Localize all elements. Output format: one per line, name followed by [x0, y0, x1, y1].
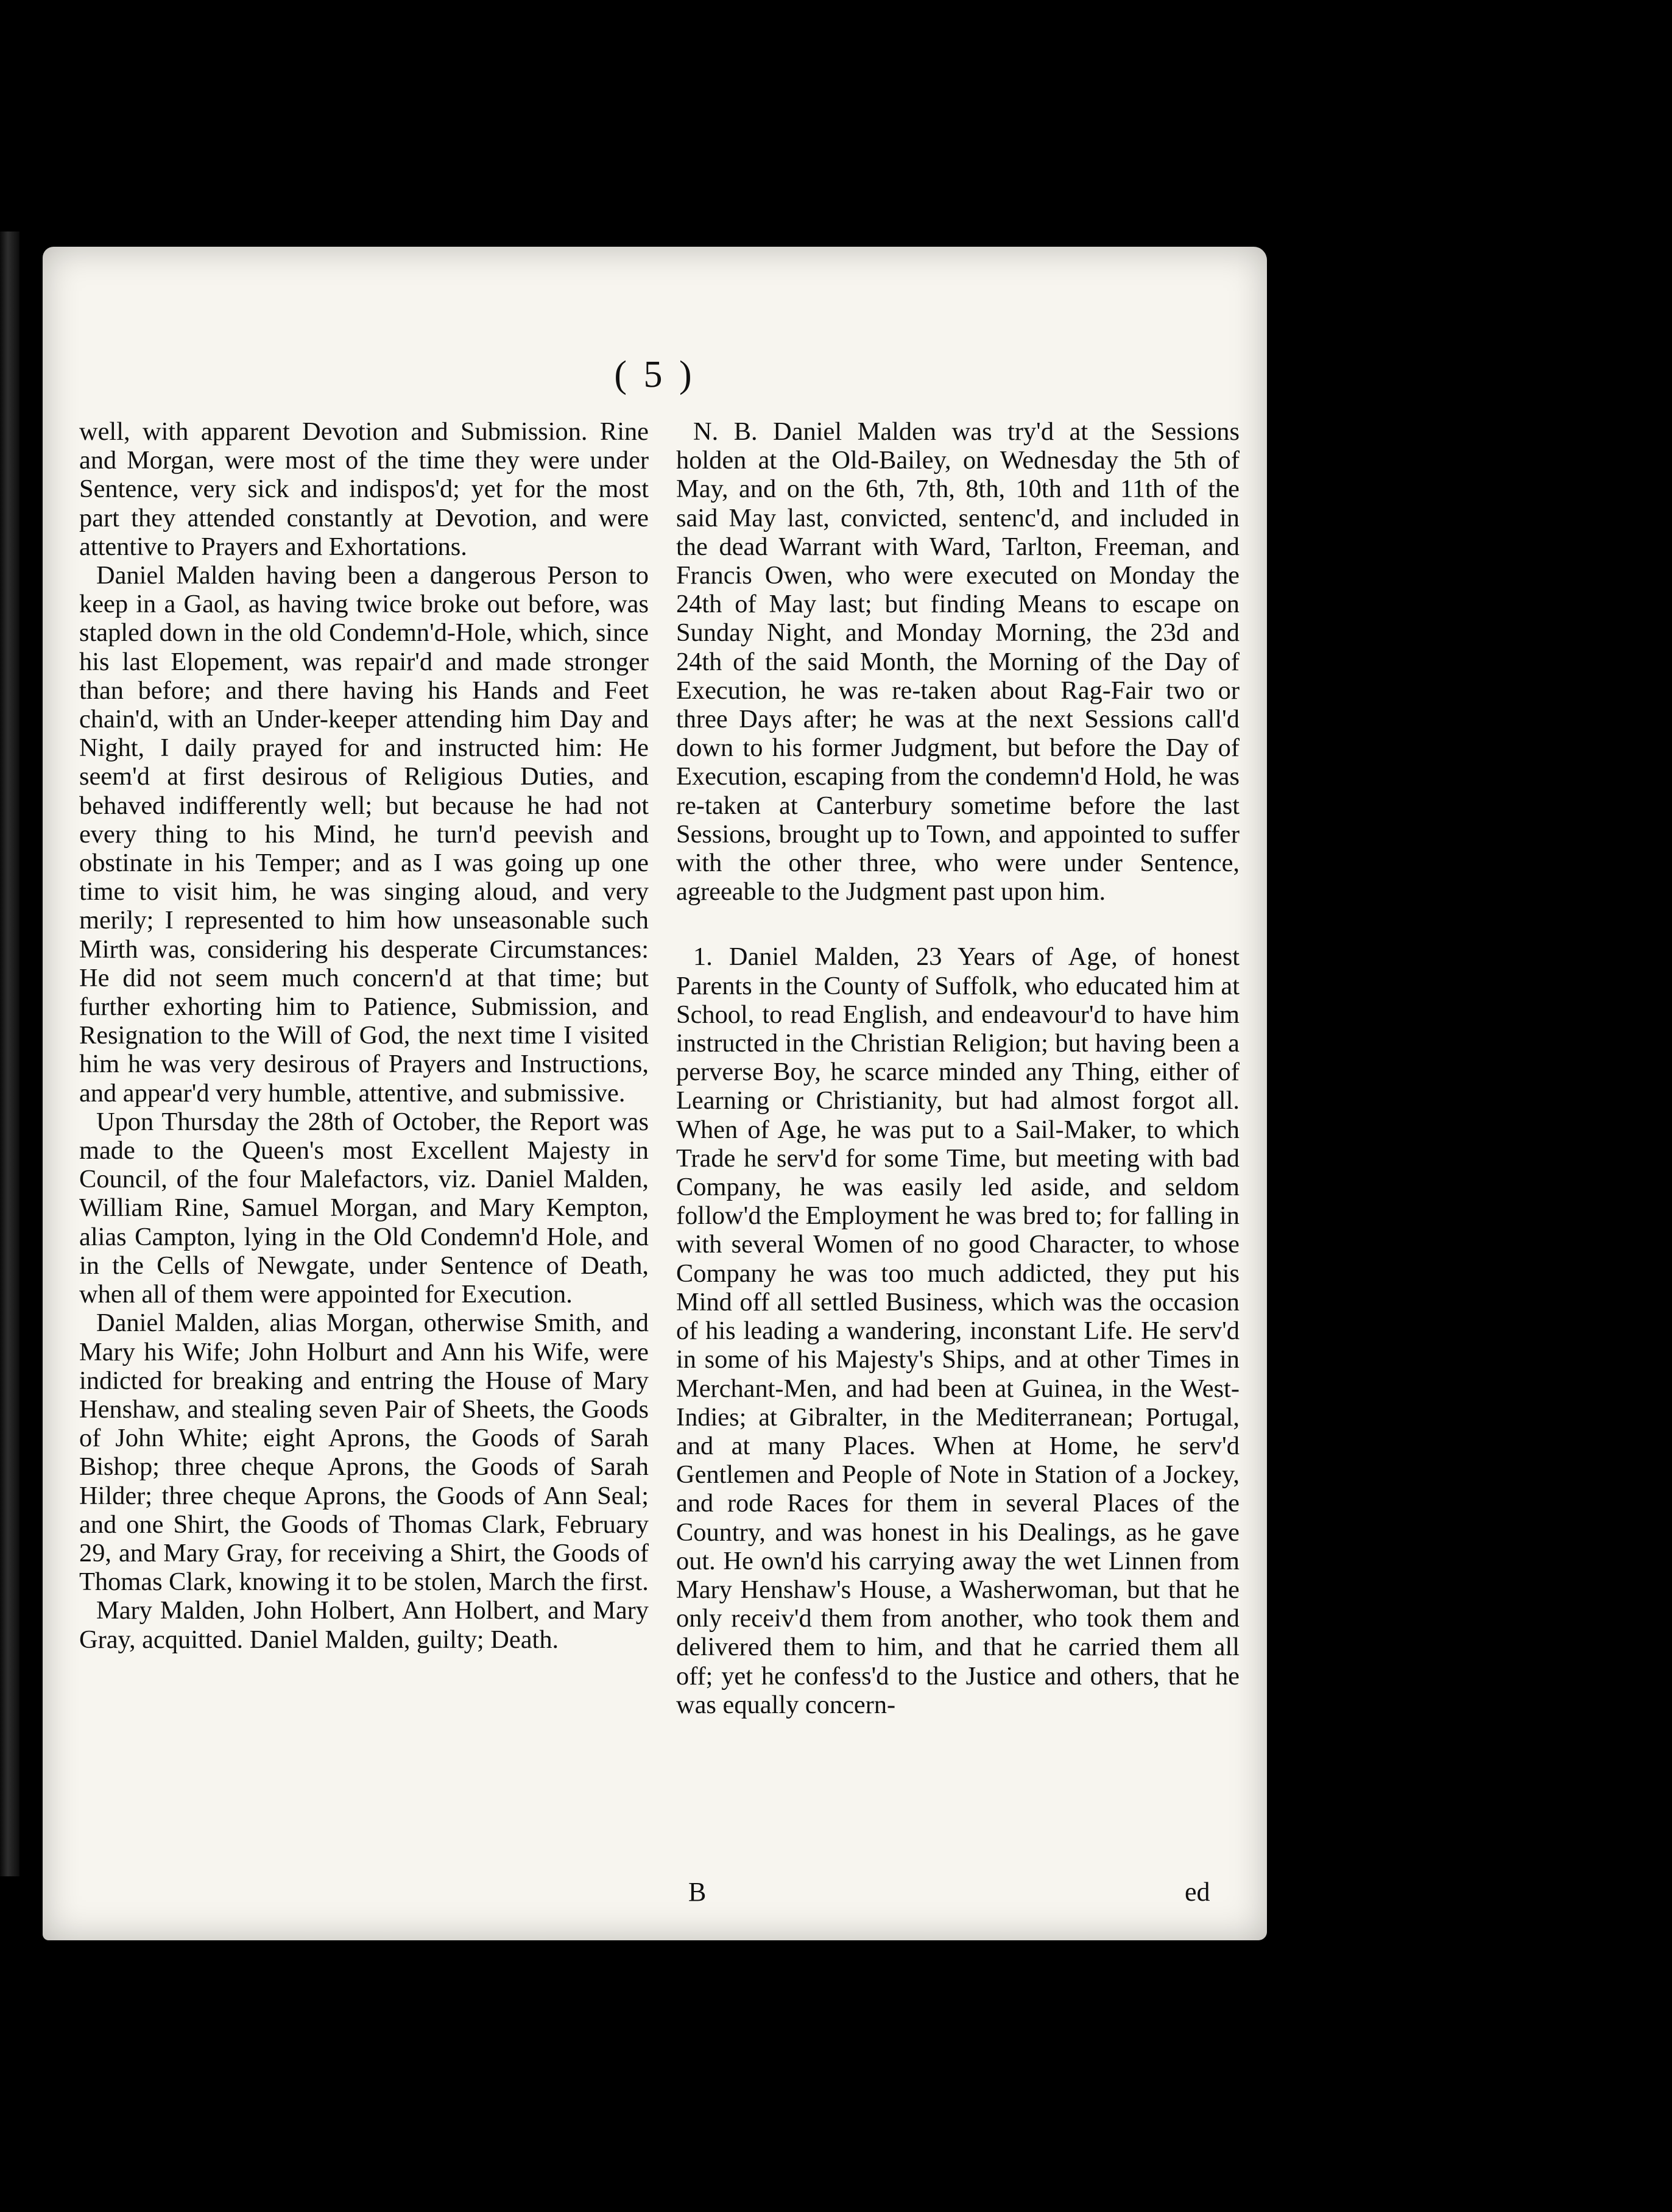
signature-mark: B [688, 1877, 707, 1907]
page-number: ( 5 ) [614, 354, 696, 395]
left-paragraph-1: well, with apparent Devotion and Submission. Rine and Morgan, were most of the time they were under Sentence, very sick and indispos'd; yet for the most part they attended constantly at Devotion, and were attentive to Prayers and Exhortations. [79, 417, 649, 561]
right-paragraph-2: 1. Daniel Malden, 23 Years of Age, of honest Parents in the County of Suffolk, who educated him at School, to read English, and endeavour'd to have him instructed in the Christian Religion; but having been a perverse Boy, he scarce minded any Thing, either of Learning or Christianity, but had almost forgot all. When of Age, he was put to a Sail-Maker, to which Trade he serv'd for some Time, but meeting with bad Company, he was easily led aside, and seldom follow'd the Employment he was bred to; for falling in with several Women of no good Character, to whose Company he was too much addicted, they put his Mind off all settled Business, which was the occasion of his leading a wandering, inconstant Life. He serv'd in some of his Majesty's Ships, and at other Times in Merchant-Men, and had been at Guinea, in the West-Indies; at Gibralter, in the Mediterranean; Portugal, and at many Places. When at Home, he serv'd Gentlemen and People of Note in Station of a Jockey, and rode Races for them in several Places of the Country, and was honest in his Dealings, as he gave out. He own'd his carrying away the wet Linnen from Mary Henshaw's House, a Washerwoman, but that he only receiv'd them from another, who took them and delivered them to him, and that he carried them all off; yet he confess'd to the Justice and others, that he was equally concern- [676, 942, 1240, 1719]
catchword: ed [1185, 1877, 1210, 1907]
book-spine [0, 231, 19, 1876]
left-column [79, 417, 649, 1654]
book-page [43, 247, 1267, 1940]
left-paragraph-3: Upon Thursday the 28th of October, the Report was made to the Queen's most Excellent Majesty in Council, of the four Malefactors, viz. Daniel Malden, William Rine, Samuel Morgan, and Mary Kempton, alias Campton, lying in the Old Condemn'd Hole, and in the Cells of Newgate, under Sentence of Death, when all of them were appointed for Execution. [79, 1107, 649, 1309]
left-paragraph-5: Mary Malden, John Holbert, Ann Holbert, and Mary Gray, acquitted. Daniel Malden, guilty; Death. [79, 1596, 649, 1654]
left-paragraph-2: Daniel Malden having been a dangerous Person to keep in a Gaol, as having twice broke out before, was stapled down in the old Condemn'd-Hole, which, since his last Elopement, was repair'd and made stronger than before; and there having his Hands and Feet chain'd, with an Under-keeper attending him Day and Night, I daily prayed for and instructed him: He seem'd at first desirous of Religious Duties, and behaved indifferently well; but because he had not every thing to his Mind, he turn'd peevish and obstinate in his Temper; and as I was going up one time to visit him, he was singing aloud, and very merily; I represented to him how unseasonable such Mirth was, considering his desperate Circumstances: He did not seem much concern'd at that time; but further exhorting him to Patience, Submission, and Resignation to the Will of God, the next time I visited him he was very desirous of Prayers and Instructions, and appear'd very humble, attentive, and submissive. [79, 561, 649, 1108]
left-paragraph-4: Daniel Malden, alias Morgan, otherwise Smith, and Mary his Wife; John Holburt and Ann his Wife, were indicted for breaking and entring the House of Mary Henshaw, and stealing seven Pair of Sheets, the Goods of John White; eight Aprons, the Goods of Sarah Bishop; three cheque Aprons, the Goods of Sarah Hilder; three cheque Aprons, the Goods of Ann Seal; and one Shirt, the Goods of Thomas Clark, February 29, and Mary Gray, for receiving a Shirt, the Goods of Thomas Clark, knowing it to be stolen, March the first. [79, 1309, 649, 1597]
right-column [676, 417, 1240, 1719]
right-paragraph-1: N. B. Daniel Malden was try'd at the Sessions holden at the Old-Bailey, on Wednesday the 5th of May, and on the 6th, 7th, 8th, 10th and 11th of the said May last, convicted, sentenc'd, and included in the dead Warrant with Ward, Tarlton, Freeman, and Francis Owen, who were executed on Monday the 24th of May last; but finding Means to escape on Sunday Night, and Monday Morning, the 23d and 24th of the said Month, the Morning of the Day of Execution, he was re-taken about Rag-Fair two or three Days after; he was at the next Sessions call'd down to his former Judgment, but before the Day of Execution, escaping from the condemn'd Hold, he was re-taken at Canterbury sometime before the last Sessions, brought up to Town, and appointed to suffer with the other three, who were under Sentence, agreeable to the Judgment past upon him. [676, 417, 1240, 906]
paragraph-gap [676, 906, 1240, 942]
